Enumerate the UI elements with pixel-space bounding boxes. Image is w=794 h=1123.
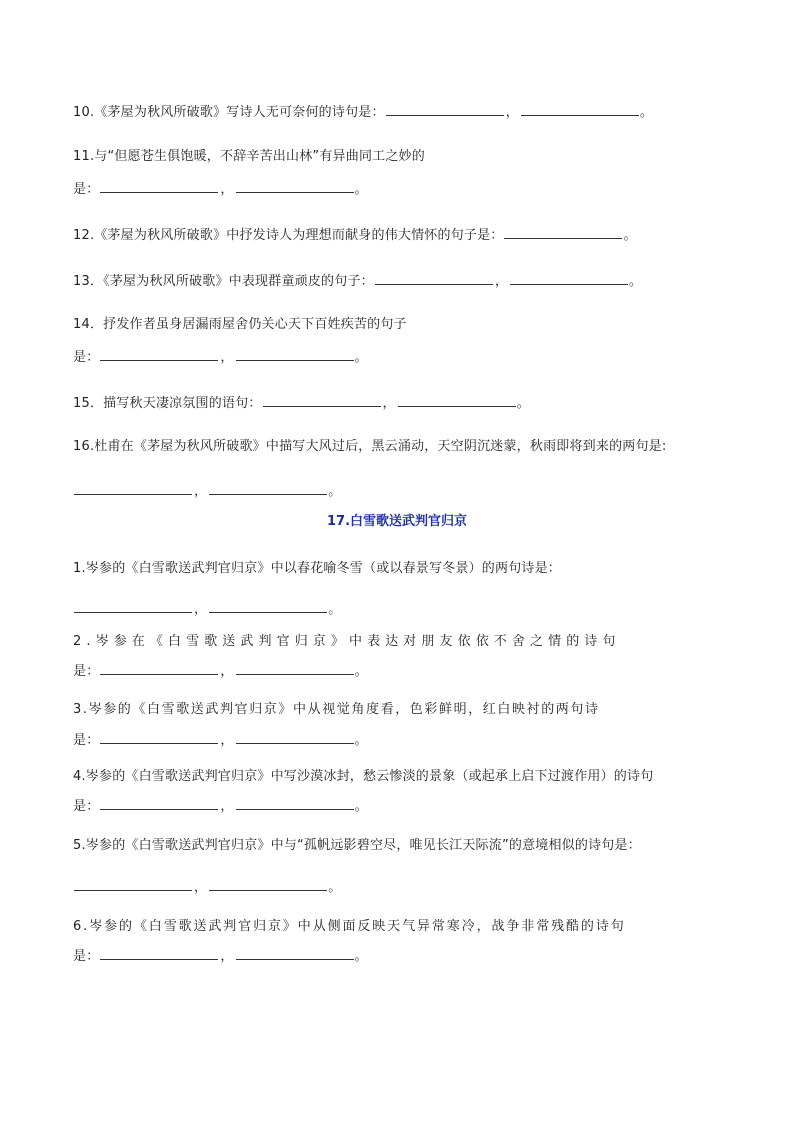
answer-blank[interactable] bbox=[100, 945, 218, 960]
question-13: 13．《茅屋为秋风所破歌》中表现群童顽皮的句子： ， 。 bbox=[73, 270, 642, 292]
question-15: 15．描写秋天凄凉氛围的语句： ， 。 bbox=[73, 392, 530, 414]
question-11: 11.与“但愿苍生俱饱暖，不辞辛苦出山林”有异曲同工之妙的 bbox=[73, 149, 425, 164]
answer-blank[interactable] bbox=[209, 480, 327, 495]
answer-blank[interactable] bbox=[375, 270, 493, 285]
answer-blank[interactable] bbox=[236, 346, 354, 361]
answer-blank[interactable] bbox=[386, 101, 504, 116]
section-heading: 17.白雪歌送武判官归京 bbox=[326, 514, 468, 529]
answer-blank[interactable] bbox=[100, 660, 218, 675]
question-17-4-answer: 是： ， 。 bbox=[73, 795, 368, 817]
question-17-3-answer: 是： ， 。 bbox=[73, 729, 368, 751]
question-17-6-answer: 是： ， 。 bbox=[73, 945, 368, 967]
question-16: 16.杜甫在《茅屋为秋风所破歌》中描写大风过后，黑云涌动，天空阴沉迷蒙，秋雨即将到来的两句是: bbox=[73, 439, 667, 454]
answer-blank[interactable] bbox=[74, 598, 192, 613]
question-17-2-answer: 是： ， 。 bbox=[73, 660, 368, 682]
answer-blank[interactable] bbox=[209, 598, 327, 613]
answer-blank[interactable] bbox=[236, 795, 354, 810]
question-17-5: 5.岑参的《白雪歌送武判官归京》中与“孤帆远影碧空尽，唯见长江天际流”的意境相似的诗句是： bbox=[73, 838, 641, 853]
question-17-2: 2.岑参在《白雪歌送武判官归京》中表达对朋友依依不舍之情的诗句 bbox=[73, 634, 621, 649]
question-17-4: 4.岑参的《白雪歌送武判官归京》中写沙漠冰封，愁云惨淡的景象（或起承上启下过渡作用）的诗句 bbox=[73, 769, 654, 784]
answer-blank[interactable] bbox=[510, 270, 628, 285]
answer-blank[interactable] bbox=[236, 178, 354, 193]
answer-blank[interactable] bbox=[236, 945, 354, 960]
answer-blank[interactable] bbox=[74, 480, 192, 495]
answer-blank[interactable] bbox=[100, 346, 218, 361]
question-14: 14．抒发作者虽身居漏雨屋舍仍关心天下百姓疾苦的句子 bbox=[73, 317, 407, 332]
question-17-1-answer: ， 。 bbox=[73, 598, 341, 620]
question-16-answer: ， 。 bbox=[73, 480, 341, 502]
question-14-answer: 是： ， 。 bbox=[73, 346, 368, 368]
answer-blank[interactable] bbox=[100, 178, 218, 193]
answer-blank[interactable] bbox=[74, 876, 192, 891]
question-17-3: 3.岑参的《白雪歌送武判官归京》中从视觉角度看，色彩鲜明，红白映衬的两句诗 bbox=[73, 702, 600, 717]
answer-blank[interactable] bbox=[236, 729, 354, 744]
answer-blank[interactable] bbox=[398, 392, 516, 407]
question-10: 10.《茅屋为秋风所破歌》写诗人无可奈何的诗句是： ， 。 bbox=[73, 101, 653, 123]
answer-blank[interactable] bbox=[100, 795, 218, 810]
answer-blank[interactable] bbox=[236, 660, 354, 675]
answer-blank[interactable] bbox=[504, 224, 622, 239]
question-11-answer: 是： ， 。 bbox=[73, 178, 368, 200]
question-12: 12.《茅屋为秋风所破歌》中抒发诗人为理想而献身的伟大情怀的句子是： 。 bbox=[73, 224, 637, 246]
answer-blank[interactable] bbox=[209, 876, 327, 891]
answer-blank[interactable] bbox=[100, 729, 218, 744]
answer-blank[interactable] bbox=[263, 392, 381, 407]
question-17-1: 1.岑参的《白雪歌送武判官归京》中以春花喻冬雪（或以春景写冬景）的两句诗是： bbox=[73, 561, 562, 576]
answer-blank[interactable] bbox=[521, 101, 639, 116]
question-17-5-answer: ， 。 bbox=[73, 876, 341, 898]
question-17-6: 6.岑参的《白雪歌送武判官归京》中从侧面反映天气异常寒冷，战争非常残酷的诗句 bbox=[73, 919, 626, 934]
